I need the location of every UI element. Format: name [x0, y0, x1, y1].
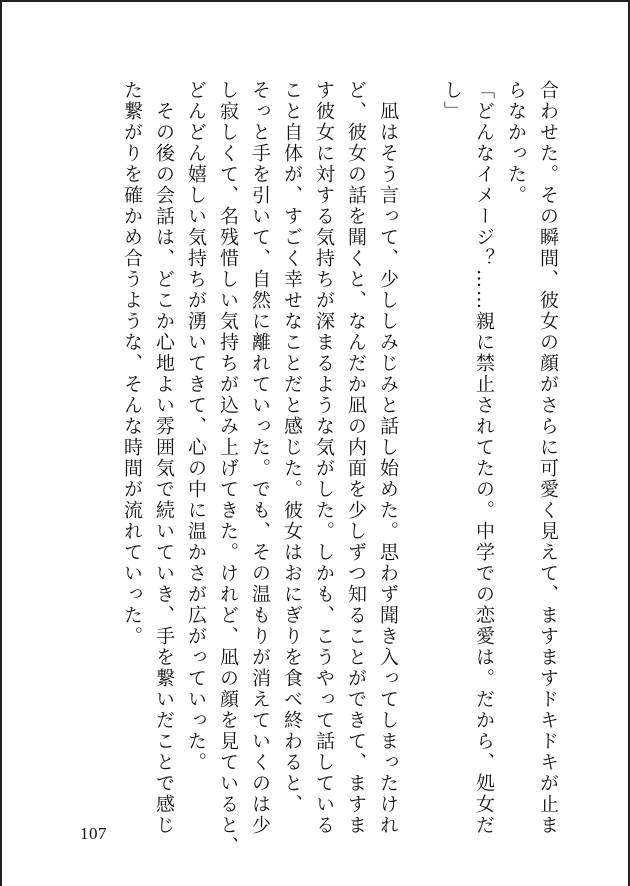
text-line: 「どんなイメージ？……親に禁止されてたの。中学での恋愛は。だから、処女だ [473, 80, 495, 836]
text-line: ど、彼女の話を聞くと、なんだか凪の内面を少しずつ知ることができて、ますま [345, 80, 367, 836]
page-number: 107 [80, 824, 107, 843]
text-line: 合わせた。その瞬間、彼女の顔がさらに可愛く見えて、ますますドキドキが止ま [537, 80, 559, 836]
text-line: どんどん嬉しい気持ちが湧いてきて、心の中に温かさが広がっていった。 [185, 80, 207, 773]
text-line: その後の会話は、どこか心地よい雰囲気で続いていき、手を繋いだことで感じ [153, 80, 175, 836]
text-line: た繋がりを確かめ合うような、そんな時間が流れていった。 [121, 80, 143, 647]
text-line: し寂しくて、名残惜しい気持ちが込み上げてきた。けれど、凪の顔を見ていると、 [217, 80, 239, 857]
text-line: し」 [441, 80, 463, 122]
text-line: す彼女に対する気持ちが深まるような気がした。しかも、こうやって話している [313, 80, 335, 836]
text-line: 凪はそう言って、少ししみじみと話し始めた。思わず聞き入ってしまったけれ [377, 80, 399, 836]
vertical-text-block [116, 80, 564, 857]
blank-line [404, 80, 436, 620]
text-line: らなかった。 [505, 80, 527, 206]
text-line: こと自体が、すごく幸せなことだと感じた。彼女はおにぎりを食べ終わると、 [281, 80, 303, 815]
text-line: そっと手を引いて、自然に離れていった。でも、その温もりが消えていくのは少 [249, 80, 271, 836]
